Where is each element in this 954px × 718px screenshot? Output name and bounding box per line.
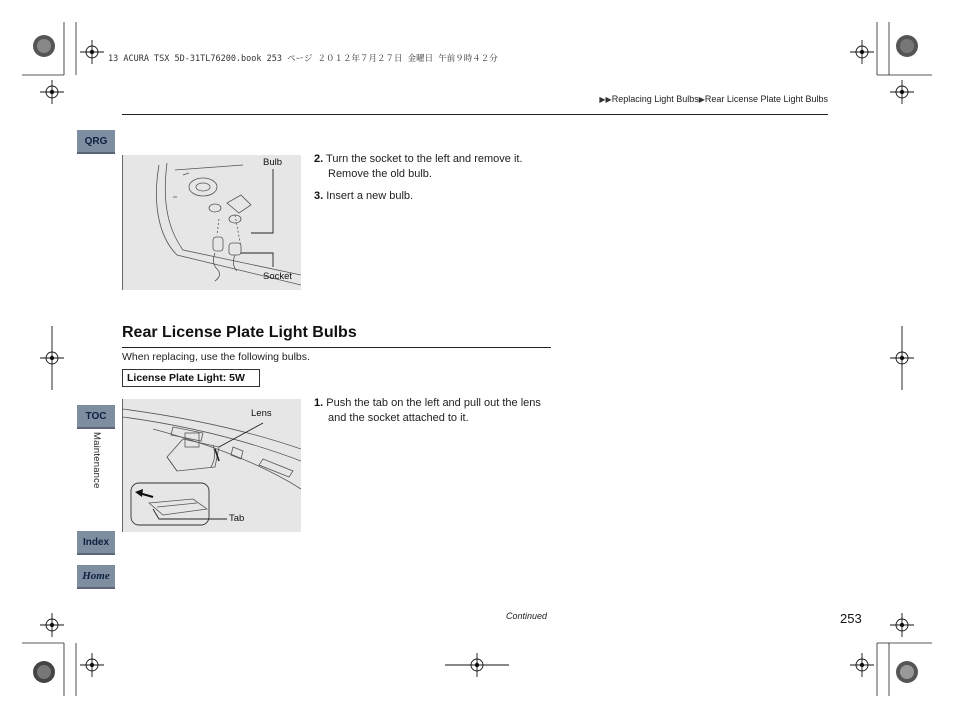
header-rule xyxy=(122,114,828,115)
breadcrumb xyxy=(599,94,828,104)
section-intro: When replacing, use the following bulbs. xyxy=(122,351,310,363)
breadcrumb-item-replacing[interactable]: Replacing Light Bulbs xyxy=(611,94,699,104)
print-header: 13 ACURA TSX 5D-31TL76200.book 253 ページ ２０１２年７月２７日 金曜日 午前９時４２分 xyxy=(108,54,498,64)
bulb-spec-box: License Plate Light: 5W xyxy=(122,369,260,387)
license-light-drawing xyxy=(123,399,301,532)
steps-bottom xyxy=(314,396,554,433)
continued-note: Continued xyxy=(506,611,548,621)
taillight-housing-drawing xyxy=(123,155,301,290)
section-side-label: Maintenance xyxy=(91,432,102,489)
steps-top xyxy=(314,152,554,211)
breadcrumb-item-current: Rear License Plate Light Bulbs xyxy=(704,94,828,104)
tab-label: Tab xyxy=(229,513,245,524)
step-1: 1. Push the tab on the left and pull out the lens and the socket attached to it. xyxy=(314,397,541,424)
qrg-tab[interactable]: QRG xyxy=(77,130,115,154)
step-3: 3. Insert a new bulb. xyxy=(314,190,414,202)
section-rule xyxy=(122,347,551,348)
socket-removal-illustration xyxy=(122,155,301,290)
page-number: 253 xyxy=(840,611,862,626)
triangle-right-icon: ▶ xyxy=(698,95,705,104)
socket-label: Socket xyxy=(263,271,293,282)
triangle-right-icon: ▶▶ xyxy=(599,95,612,104)
home-tab[interactable]: Home xyxy=(77,565,115,589)
section-title: Rear License Plate Light Bulbs xyxy=(122,324,357,341)
lens-label: Lens xyxy=(251,408,272,419)
bulb-label: Bulb xyxy=(263,157,283,168)
toc-tab[interactable]: TOC xyxy=(77,405,115,429)
step-2: 2. Turn the socket to the left and remove it. Remove the old bulb. xyxy=(314,153,523,180)
lens-removal-illustration xyxy=(122,399,301,532)
index-tab[interactable]: Index xyxy=(77,531,115,555)
